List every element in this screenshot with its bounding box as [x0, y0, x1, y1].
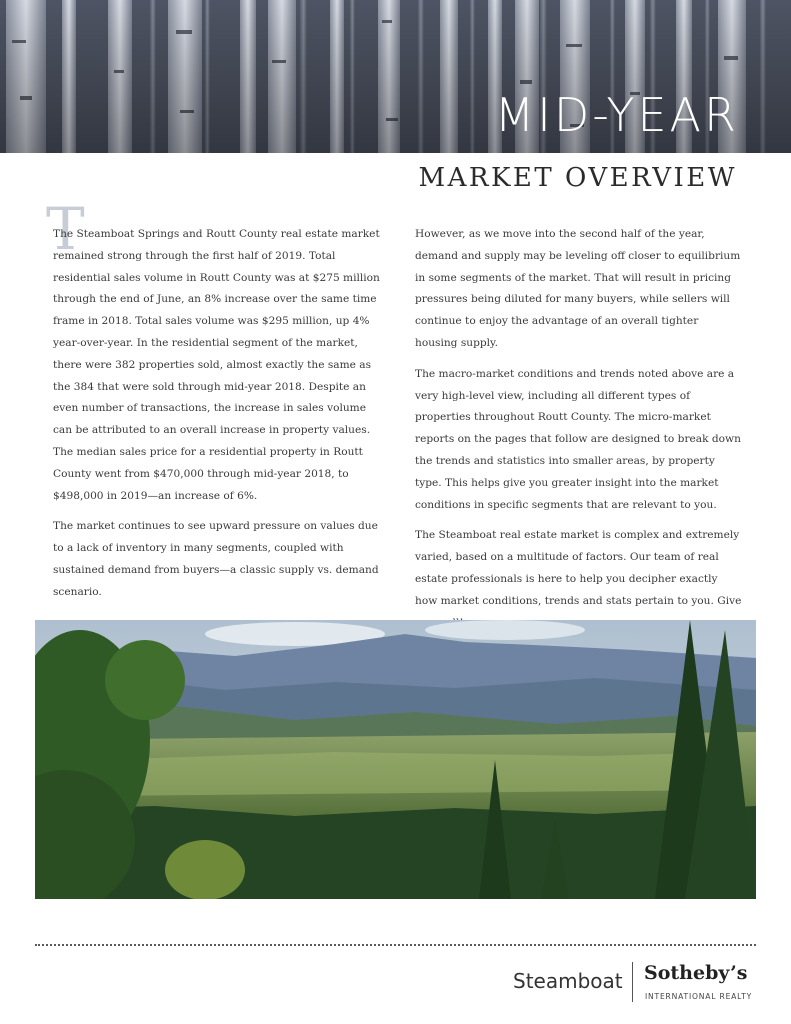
header-banner [0, 0, 791, 153]
drop-cap-letter: T [46, 195, 85, 263]
paragraph: The market continues to see upward pressure on values due to a lack of inventory in many segments, coupled with sustained demand from buyers—a classic supply vs. demand scenario. [53, 520, 379, 598]
right-text-column [415, 224, 743, 643]
left-text-column [53, 224, 381, 613]
logo-sothebys-text: Sotheby’s [644, 962, 748, 984]
logo-separator [632, 962, 633, 1002]
paragraph: The Steamboat real estate market is complex and extremely varied, based on a multitude of factors. Our team of real estate professionals is here to help you decipher exactly how market conditions, trends and stats pertain to you. Give [415, 529, 742, 607]
logo-subtitle: INTERNATIONAL REALTY [645, 992, 753, 1001]
paragraph: The macro-market conditions and trends noted above are a very high-level view, including all different types of properties throughout Routt County. The micro-market reports on the pages that follow are designed to break down the trends and statistics into smaller areas, by property type. This helps give you greater insight into the market conditions in specific segments that are relevant to you. [415, 367, 741, 511]
mountain-valley-photo [35, 620, 756, 899]
footer-divider [35, 944, 756, 946]
paragraph: However, as we move into the second half of the year, demand and supply may be leveling off closer to equilibrium in some segments of the market. That will result in pricing pressures being diluted for many buyers, while sellers will continue to enjoy the advantage of an overall tighter housing supply. [415, 228, 741, 349]
logo-steamboat-text: Steamboat [513, 969, 623, 993]
paragraph: The Steamboat Springs and Routt County real estate market remained strong through the first half of 2019. Total residential sales volume in Routt County was at $275 million through the end of June, an 8% increase over the same time frame in 2018. Total sales volume was $295 million, up 4% year-over-year. In the residential segment of the market, there were 382 properties sold, almost exactly the same as the 384 that were sold through mid-year 2018. Despite an even number of transactions, the increase in sales volume can be attributed to an overall increase in property values. The median sales price for a residential property in Routt County went from $470,000 through mid-year 2018, to $498,000 in 2019—an increase of 6%. [53, 228, 380, 502]
section-subtitle: MARKET OVERVIEW [418, 163, 737, 193]
page-title: MID-YEAR [494, 88, 739, 142]
